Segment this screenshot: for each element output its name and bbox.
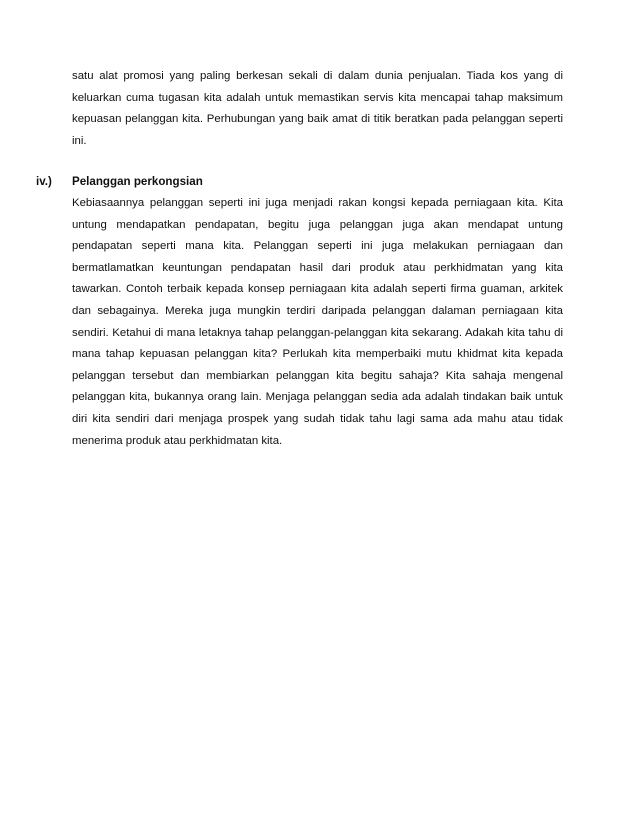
intro-paragraph: satu alat promosi yang paling berkesan sekali di dalam dunia penjualan. Tiada kos yang di keluarkan cuma tugasan kita adalah untuk memastikan servis kita mencapai tahap maksimum kepuasan pelanggan kita. Perhubungan yang baik amat di titik beratkan pada pelanggan seperti ini. [72,70,563,147]
section-marker: iv.) [36,175,52,188]
section-title: Pelanggan perkongsian [72,175,203,188]
section-paragraph: Kebiasaannya pelanggan seperti ini juga menjadi rakan kongsi kepada perniagaan kita. Kita untung mendapatkan pendapatan, begitu juga pelanggan juga akan mendapat untung pendapatan seperti mana kita. Pelanggan seperti ini juga melakukan perniagaan dan bermatlamatkan keuntungan pendapatan hasil dari produk atau perkhidmatan yang kita tawarkan. Contoh terbaik kepada konsep perniagaan kita adalah seperti firma guaman, arkitek dan sebagainya. Mereka juga mungkin terdiri daripada pelanggan dalaman perniagaan kita sendiri. Ketahui di mana letaknya tahap pelanggan-pelanggan kita sekarang. Adakah kita tahu di mana tahap kepuasan pelanggan kita? Perlukah kita memperbaiki mutu khidmat kita kepada pelanggan tersebut dan membiarkan pelanggan kita begitu sahaja? Kita sahaja mengenal pelanggan kita, bukannya orang lain. Menjaga pelanggan sedia ada adalah tindakan baik untuk diri kita sendiri dari menjaga prospek yang sudah tidak tahu lagi sama ada mahu atau tidak menerima produk atau perkhidmatan kita. [72,197,563,447]
intro-paragraph-block [72,66,563,152]
section-paragraph-block [72,193,563,452]
